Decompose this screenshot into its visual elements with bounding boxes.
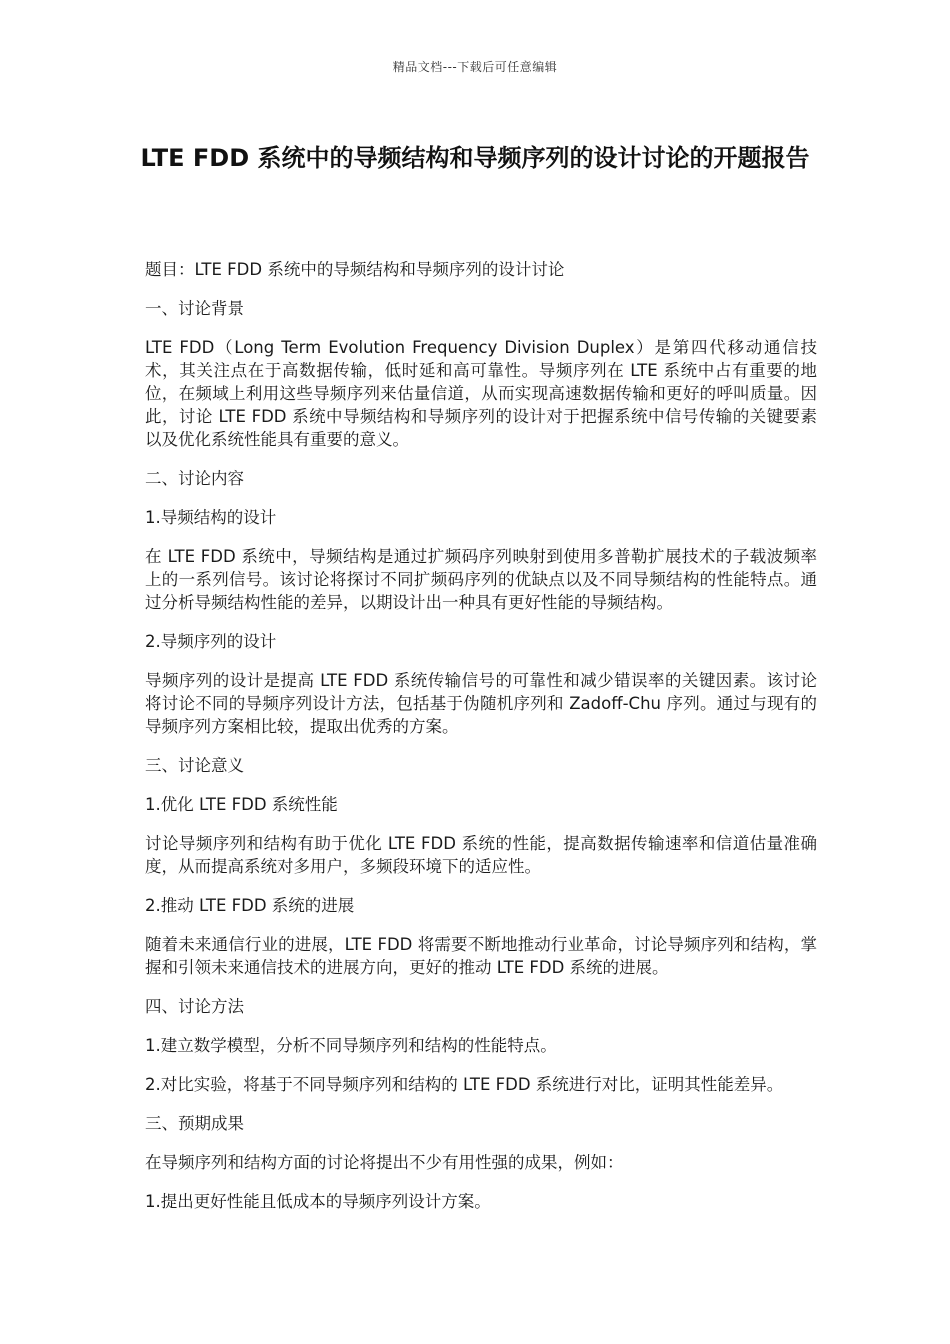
list-item: 1.建立数学模型，分析不同导频序列和结构的性能特点。 <box>145 1036 557 1055</box>
body-paragraph: 在导频序列和结构方面的讨论将提出不少有用性强的成果，例如： <box>145 1153 624 1172</box>
section-heading: 四、讨论方法 <box>145 997 244 1016</box>
subject-line: 题目：LTE FDD 系统中的导频结构和导频序列的设计讨论 <box>145 260 565 279</box>
subsection-heading: 1.优化 LTE FDD 系统性能 <box>145 795 338 814</box>
body-paragraph: 随着未来通信行业的进展，LTE FDD 将需要不断地推动行业革命，讨论导频序列和结构，掌握和引领未来通信技术的进展方向，更好的推动 LTE FDD 系统的进展。 <box>145 935 817 977</box>
section-heading: 二、讨论内容 <box>145 469 244 488</box>
section-heading: 三、预期成果 <box>145 1114 244 1133</box>
body-paragraph: LTE FDD（Long Term Evolution Frequency Division Duplex）是第四代移动通信技术，其关注点在于高数据传输，低时延和高可靠性。导频序列在 LTE 系统中占有重要的地位，在频域上利用这些导频序列来估量信道，从而实现高速数据传输和更好的呼叫质量。因此，讨论 LTE FDD 系统中导频结构和导频序列的设计对于把握系统中信号传输的关键要素以及优化系统性能具有重要的意义。 <box>145 338 817 449</box>
list-item: 2.对比实验，将基于不同导频序列和结构的 LTE FDD 系统进行对比，证明其性能差异。 <box>145 1075 784 1094</box>
subsection-heading: 2.导频序列的设计 <box>145 632 277 651</box>
header-note: 精品文档---下载后可任意编辑 <box>392 60 558 74</box>
document-body <box>145 258 817 1229</box>
list-item: 1.提出更好性能且低成本的导频序列设计方案。 <box>145 1192 491 1211</box>
subsection-heading: 1.导频结构的设计 <box>145 508 277 527</box>
section-heading: 三、讨论意义 <box>145 756 244 775</box>
section-heading: 一、讨论背景 <box>145 299 244 318</box>
body-paragraph: 在 LTE FDD 系统中，导频结构是通过扩频码序列映射到使用多普勒扩展技术的子载波频率上的一系列信号。该讨论将探讨不同扩频码序列的优缺点以及不同导频结构的性能特点。通过分析导频结构性能的差异，以期设计出一种具有更好性能的导频结构。 <box>145 547 817 612</box>
body-paragraph: 导频序列的设计是提高 LTE FDD 系统传输信号的可靠性和减少错误率的关键因素。该讨论将讨论不同的导频序列设计方法，包括基于伪随机序列和 Zadoff-Chu 序列。通过与现有的导频序列方案相比较，提取出优秀的方案。 <box>145 671 817 736</box>
document-title: LTE FDD 系统中的导频结构和导频序列的设计讨论的开题报告 <box>140 144 810 172</box>
subsection-heading: 2.推动 LTE FDD 系统的进展 <box>145 896 355 915</box>
body-paragraph: 讨论导频序列和结构有助于优化 LTE FDD 系统的性能，提高数据传输速率和信道估量准确度，从而提高系统对多用户，多频段环境下的适应性。 <box>145 834 817 876</box>
